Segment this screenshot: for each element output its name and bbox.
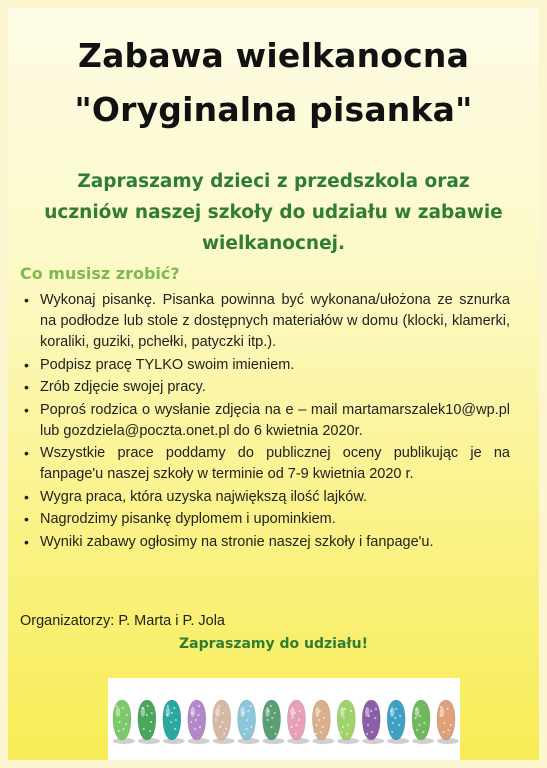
invitation-text [28, 166, 519, 259]
organizers-text: Organizatorzy: P. Marta i P. Jola [20, 613, 225, 629]
easter-eggs-image [108, 678, 460, 760]
bullet-icon: • [24, 292, 29, 308]
closing-invitation: Zapraszamy do udziału! [179, 636, 368, 652]
easter-egg-icon [412, 700, 434, 744]
easter-egg-icon [312, 700, 334, 744]
list-item [20, 400, 510, 442]
poster-title: Zabawa wielkanocna [77, 36, 470, 75]
list-item [20, 290, 510, 353]
poster-subtitle: "Oryginalna pisanka" [74, 90, 473, 129]
task-text: Zrób zdjęcie swojej pracy. [40, 379, 206, 395]
invitation-line: uczniów naszej szkoły do udziału w zabawie [44, 202, 503, 223]
list-item [20, 532, 510, 553]
bullet-icon: • [24, 356, 29, 373]
easter-egg-icon [387, 700, 409, 744]
bullet-icon: • [24, 488, 29, 505]
list-item [20, 355, 510, 376]
task-text: Wykonaj pisankę. Pisanka powinna być wykonana/ułożona ze sznurka na podłodze lub stole z dostępnych materiałów w domu (klocki, klamerki, koraliki, guziki, pchełki, patyczki itp.). [40, 292, 510, 350]
bullet-icon: • [24, 533, 29, 550]
bullet-icon: • [24, 379, 29, 395]
easter-egg-icon [287, 700, 309, 744]
task-list [20, 290, 510, 554]
easter-egg-icon [163, 700, 185, 744]
list-item [20, 487, 510, 508]
easter-egg-icon [238, 700, 260, 744]
list-item [20, 377, 510, 398]
invitation-line: Zapraszamy dzieci z przedszkola oraz [77, 171, 470, 192]
easter-egg-icon [188, 700, 210, 744]
task-text: Nagrodzimy pisankę dyplomem i upominkiem. [40, 511, 336, 527]
bullet-icon: • [24, 401, 29, 418]
task-text: Wyniki zabawy ogłosimy na stronie naszej szkoły i fanpage'u. [40, 533, 434, 550]
easter-egg-icon [113, 700, 135, 744]
task-text: Wygra praca, która uzyska największą ilość lajków. [40, 488, 368, 505]
task-text: Podpisz pracę TYLKO swoim imieniem. [40, 356, 295, 373]
bullet-icon: • [24, 511, 29, 527]
list-item [20, 443, 510, 485]
list-item [20, 509, 510, 530]
easter-egg-icon [213, 700, 235, 744]
easter-eggs-illustration [108, 678, 460, 760]
easter-poster [8, 8, 539, 760]
task-text: Wszystkie prace poddamy do publicznej oceny publikując je na fanpage'u naszej szkoły w terminie od 7-9 kwietnia 2020 r. [40, 445, 510, 482]
easter-egg-icon [263, 700, 285, 744]
instructions-heading: Co musisz zrobić? [20, 264, 180, 283]
easter-egg-icon [362, 700, 384, 744]
bullet-icon: • [24, 445, 29, 461]
easter-egg-icon [138, 700, 160, 744]
invitation-line: wielkanocnej. [201, 233, 346, 254]
task-text: Poproś rodzica o wysłanie zdjęcia na e – mail martamarszalek10@wp.pl lub gozdziela@poczta.onet.pl do 6 kwietnia 2020r. [40, 401, 510, 439]
easter-egg-icon [437, 700, 459, 744]
easter-egg-icon [337, 700, 359, 744]
